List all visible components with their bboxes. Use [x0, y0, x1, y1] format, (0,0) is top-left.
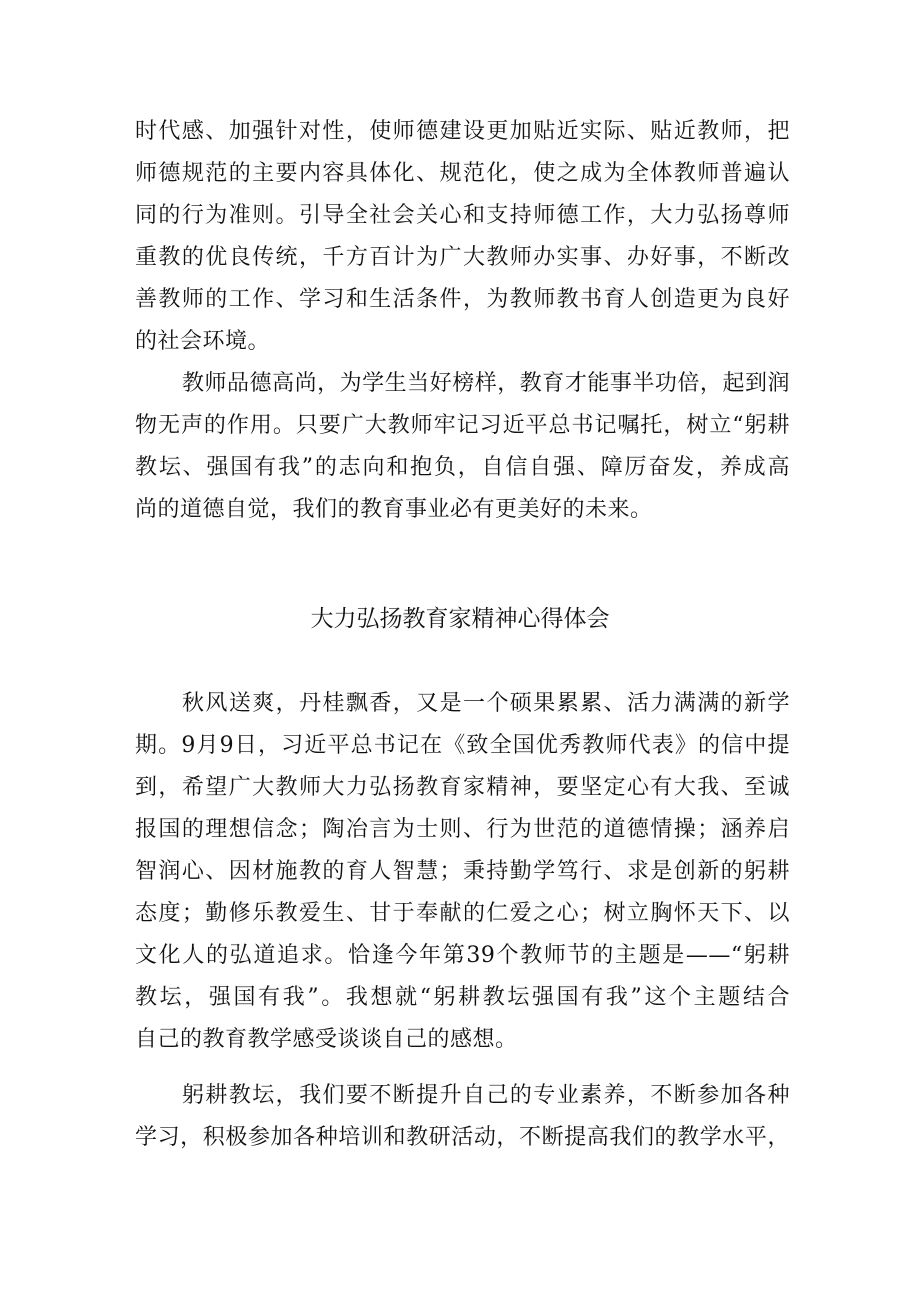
text-line: 期。9月9日，习近平总书记在《致全国优秀教师代表》的信中提 — [135, 733, 790, 758]
text-line: 态度；勤修乐教爱生、甘于奉献的仁爱之心；树立胸怀天下、以 — [135, 901, 790, 926]
text-line: 学习，积极参加各种培训和教研活动，不断提高我们的教学水平， — [135, 1125, 790, 1150]
text-line: 善教师的工作、学习和生活条件，为教师教书育人创造更为良好 — [135, 287, 790, 312]
text-line: 的社会环境。 — [135, 329, 271, 354]
text-line: 重教的优良传统，千方百计为广大教师办实事、办好事，不断改 — [135, 245, 790, 270]
text-line: 自己的教育教学感受谈谈自己的感想。 — [135, 1027, 518, 1052]
text-line: 物无声的作用。只要广大教师牢记习近平总书记嘱托，树立“躬耕 — [135, 413, 790, 438]
text-line: 教坛，强国有我”。我想就“躬耕教坛强国有我”这个主题结合 — [135, 985, 790, 1010]
text-line: 教师品德高尚，为学生当好榜样，教育才能事半功倍，起到润 — [182, 371, 790, 396]
text-line: 秋风送爽，丹桂飘香，又是一个硕果累累、活力满满的新学 — [182, 691, 790, 716]
section-title: 大力弘扬教育家精神心得体会 — [310, 606, 610, 632]
text-line: 同的行为准则。引导全社会关心和支持师德工作，大力弘扬尊师 — [135, 203, 790, 228]
text-line: 教坛、强国有我”的志向和抱负，自信自强、障厉奋发，养成高 — [135, 455, 790, 480]
text-line: 报国的理想信念；陶冶言为士则、行为世范的道德情操；涵养启 — [135, 817, 790, 842]
text-line: 到，希望广大教师大力弘扬教育家精神，要坚定心有大我、至诚 — [135, 775, 790, 800]
text-line: 文化人的弘道追求。恰逢今年第39个教师节的主题是——“躬耕 — [135, 943, 790, 968]
text-line: 时代感、加强针对性，使师德建设更加贴近实际、贴近教师，把 — [135, 119, 790, 144]
text-line: 师德规范的主要内容具体化、规范化，使之成为全体教师普遍认 — [135, 161, 790, 186]
text-line: 尚的道德自觉，我们的教育事业必有更美好的未来。 — [135, 497, 653, 522]
text-line: 智润心、因材施教的育人智慧；秉持勤学笃行、求是创新的躬耕 — [135, 859, 790, 884]
text-line: 躬耕教坛，我们要不断提升自己的专业素养，不断参加各种 — [182, 1083, 790, 1108]
